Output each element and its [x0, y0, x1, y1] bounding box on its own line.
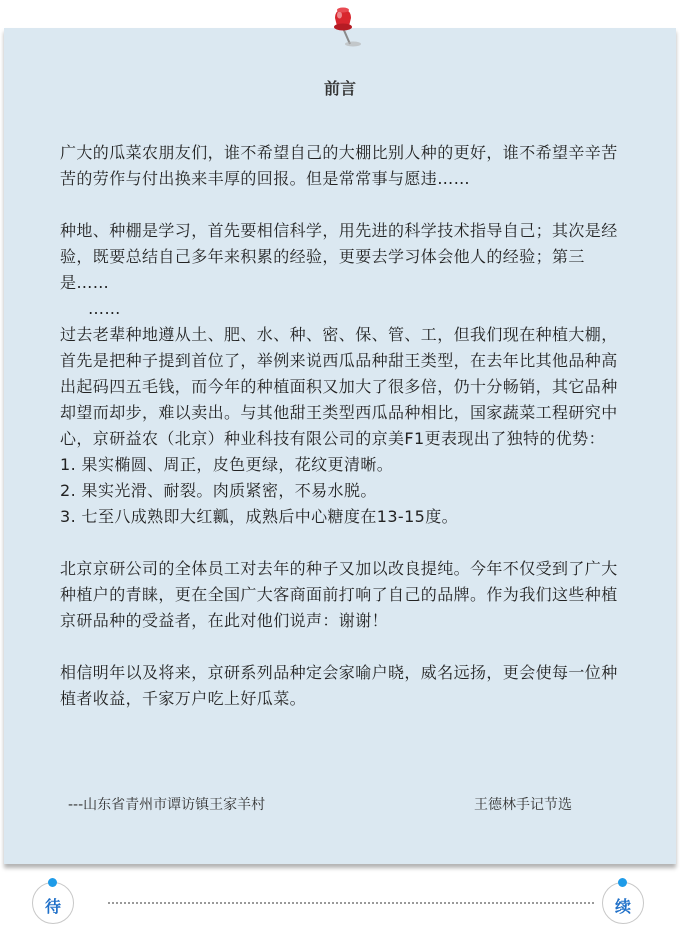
next-nav-dot-icon — [618, 878, 627, 887]
dotted-divider — [108, 902, 594, 904]
article-title: 前言 — [323, 79, 356, 98]
prev-nav-button[interactable] — [32, 878, 76, 922]
ellipsis-line: …… — [88, 299, 121, 318]
paragraph-seeds: 过去老辈种地遵从土、肥、水、种、密、保、管、工，但我们现在种植大棚，首先是把种子提到首位了，举例来说西瓜品种甜王类型，在去年比其他品种高出起码四五毛钱，而今年的种植面积又加大了很多倍，仍十分畅销，其它品种却望而却步，难以卖出。与其他甜王类型西瓜品种相比，国家蔬菜工程研究中心，京研益农（北京）种业科技有限公司的京美F1更表现出了独特的优势： — [60, 325, 618, 448]
pushpin-icon — [324, 4, 364, 50]
advantage-item-1: 1. 果实椭圆、周正，皮色更绿，花纹更清晰。 — [60, 455, 394, 474]
next-nav-button[interactable] — [602, 878, 646, 922]
paragraph-intro: 广大的瓜菜农朋友们，谁不希望自己的大棚比别人种的更好，谁不希望辛辛苦苦的劳作与付出换来丰厚的回报。但是常常事与愿违…… — [60, 143, 618, 188]
advantage-item-3: 3. 七至八成熟即大红瓤，成熟后中心糖度在13-15度。 — [60, 507, 459, 526]
paragraph-learning: 种地、种棚是学习，首先要相信科学，用先进的科学技术指导自己；其次是经验，既要总结自己多年来积累的经验，更要去学习体会他人的经验；第三是…… — [60, 221, 618, 292]
footer-source: ---山东省青州市谭访镇王家羊村 — [68, 797, 266, 813]
prev-nav-dot-icon — [48, 878, 57, 887]
advantage-item-2: 2. 果实光滑、耐裂。肉质紧密，不易水脱。 — [60, 481, 377, 500]
footer-author: 王德林手记节选 — [474, 797, 572, 813]
paragraph-thanks: 北京京研公司的全体员工对去年的种子又加以改良提纯。今年不仅受到了广大种植户的青睐，更在全国广大客商面前打响了自己的品牌。作为我们这些种植京研品种的受益者，在此对他们说声：谢谢！ — [60, 559, 618, 630]
next-nav-label: 续 — [614, 897, 631, 916]
article-body — [60, 140, 620, 712]
prev-nav-label: 待 — [44, 897, 61, 916]
paragraph-future: 相信明年以及将来，京研系列品种定会家喻户晓，威名远扬，更会使每一位种植者收益，千家万户吃上好瓜菜。 — [60, 663, 618, 708]
